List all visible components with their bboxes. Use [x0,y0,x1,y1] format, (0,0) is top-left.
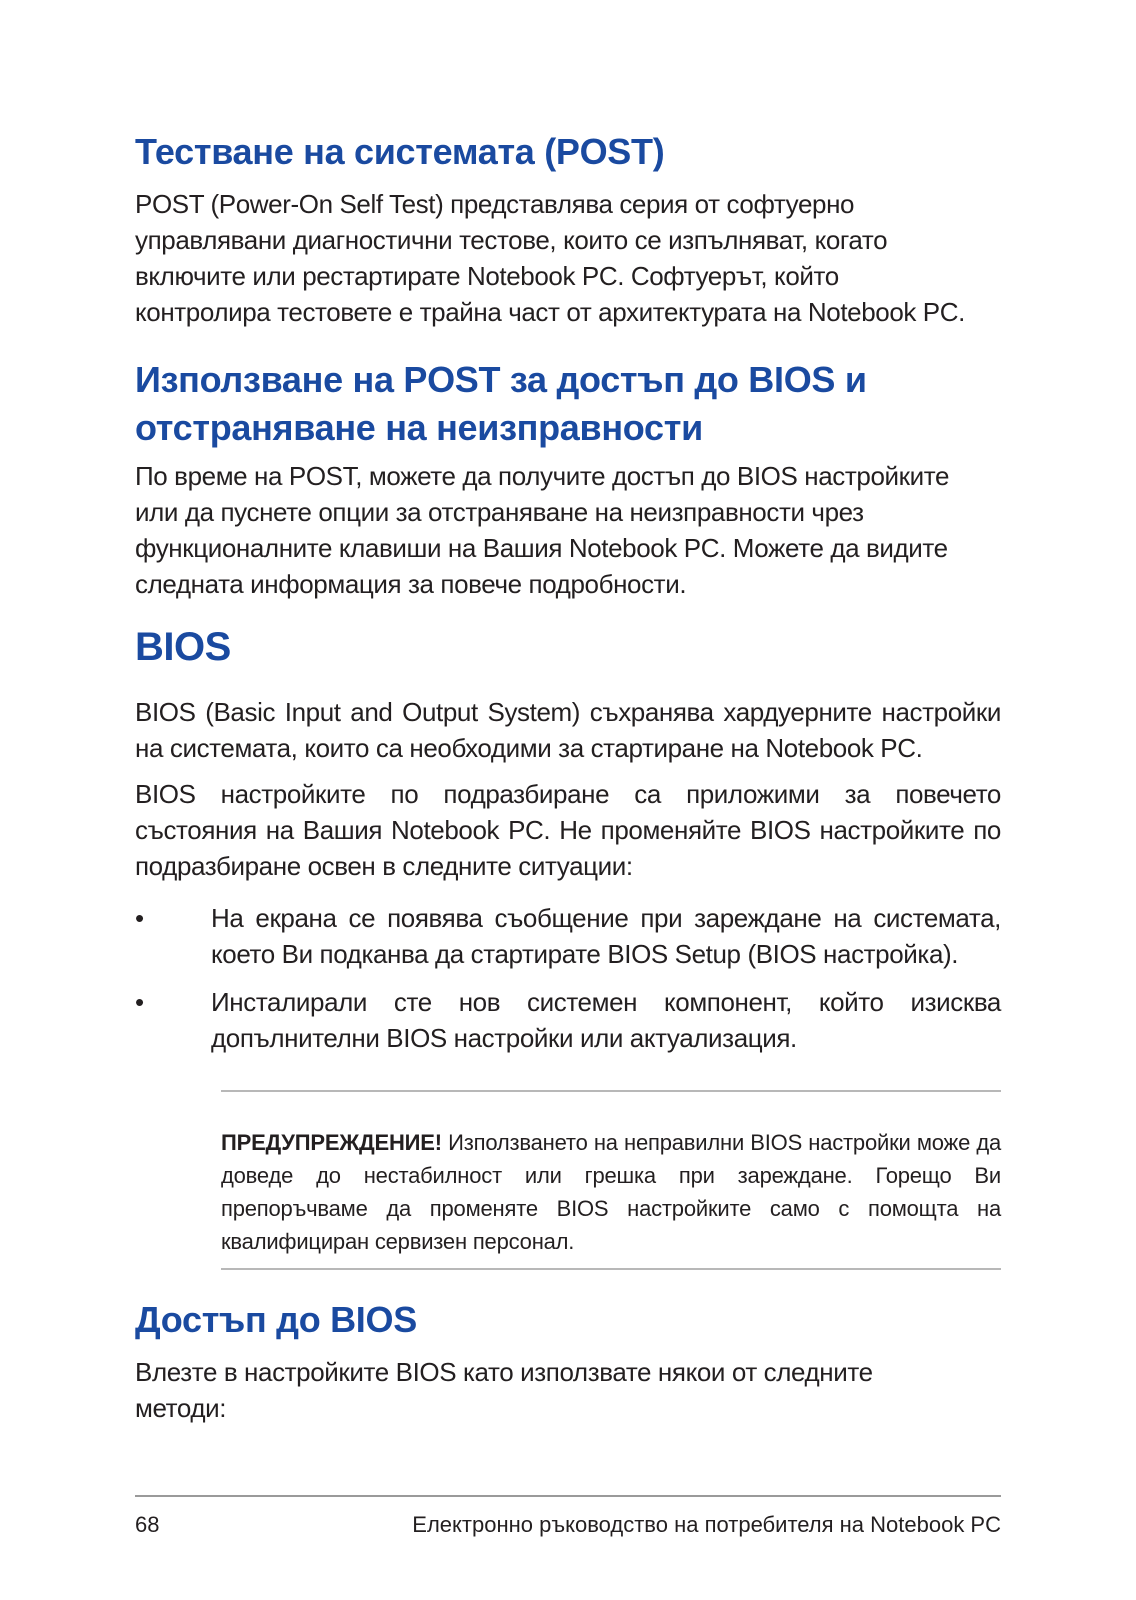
footer-title: Електронно ръководство на потребителя на Notebook PC [412,1512,1001,1537]
bullet-text: На екрана се появява съобщение при зареждане на системата, което Ви подканва да стартирате BIOS Setup (BIOS настройка). [211,903,1001,969]
post-bios-body-line: следната информация за повече подробности. [135,569,687,599]
post-bios-body [135,458,1001,602]
warning-text [221,1126,1001,1258]
post-bios-heading-line: отстраняване на неизправности [135,407,703,448]
manual-page [135,0,1001,1600]
post-body-line: включите или рестартирате Notebook PC. Софтуерът, който [135,261,839,291]
warning-box [221,1090,1001,1270]
post-body-line: контролира тестовете е трайна част от архитектурата на Notebook PC. [135,297,965,327]
access-bios-body-line: Влезте в настройките BIOS като използвате някои от следните [135,1357,873,1387]
bullet-text: Инсталирали сте нов системен компонент, който изисква допълнителни BIOS настройки или актуализация. [211,987,1001,1053]
footer-divider [135,1495,1001,1497]
bullet-mark: • [135,903,144,933]
warning-label: ПРЕДУПРЕЖДЕНИЕ! [221,1130,442,1155]
post-bios-heading [135,360,867,448]
post-bios-body-line: или да пуснете опции за отстраняване на неизправности чрез [135,497,864,527]
warning-message: Използването на неправилни BIOS настройки може да доведе до нестабилност или грешка при зареждане. Горещо Ви препоръчваме да променяте BIOS настройките само с помощта на квалифициран сервизен персонал. [221,1130,1001,1254]
post-bios-heading-line: Използване на POST за достъп до BIOS и [135,359,867,400]
post-body [135,186,1001,330]
post-heading: Тестване на системата (POST) [135,131,665,172]
page-number: 68 [135,1512,160,1537]
bullet-mark: • [135,987,144,1017]
bios-intro-paragraph: BIOS (Basic Input and Output System) съхранява хардуерните настройки на системата, които са необходими за стартиране на Notebook PC. [135,697,1001,763]
access-bios-body [135,1354,1001,1426]
post-body-line: POST (Power-On Self Test) представлява серия от софтуерно [135,189,855,219]
post-bios-body-line: функционалните клавиши на Вашия Notebook PC. Можете да видите [135,533,948,563]
post-body-line: управлявани диагностични тестове, които се изпълняват, когато [135,225,888,255]
bios-defaults-paragraph: BIOS настройките по подразбиране са приложими за повечето състояния на Вашия Notebook PC. Не променяйте BIOS настройките по подразбиране освен в следните ситуации: [135,779,1001,881]
access-bios-body-line: методи: [135,1393,227,1423]
bios-heading: BIOS [135,625,231,669]
access-bios-heading: Достъп до BIOS [135,1299,417,1340]
post-bios-body-line: По време на POST, можете да получите достъп до BIOS настройките [135,461,949,491]
